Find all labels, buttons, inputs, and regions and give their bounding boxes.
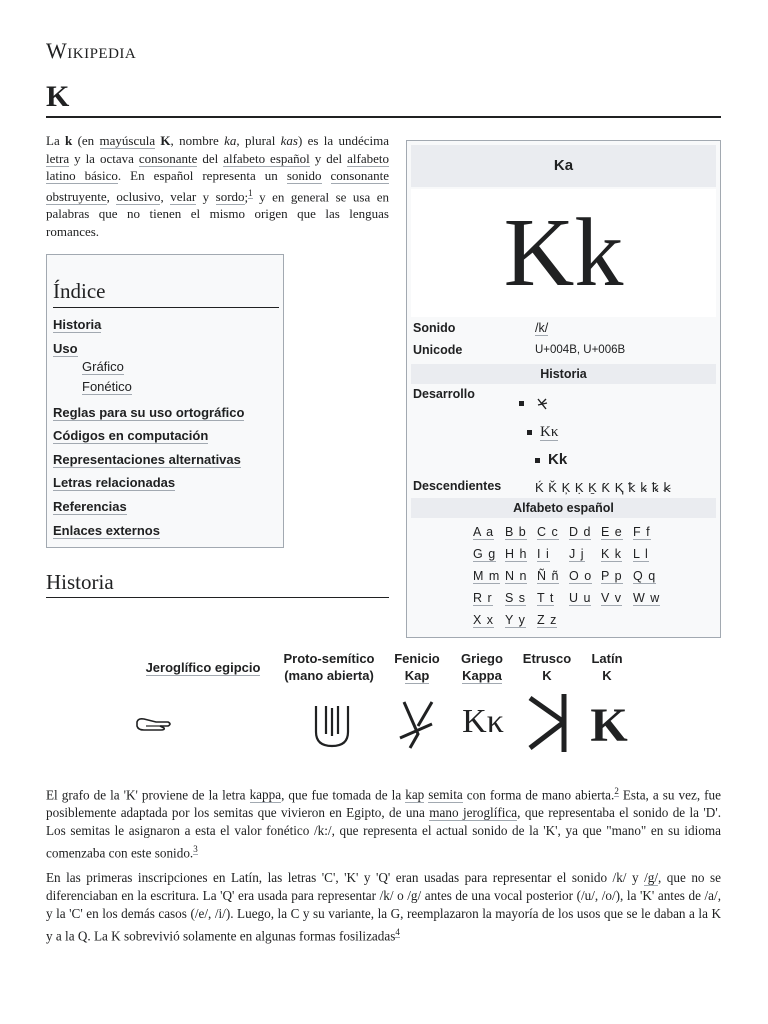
ref-4[interactable]: 4 <box>395 927 400 937</box>
alfabeto-letter[interactable]: M m <box>473 569 501 583</box>
desarrollo-item-latin: Kk <box>535 451 567 468</box>
alfabeto-letter[interactable]: P p <box>601 569 623 583</box>
etruscan-k-glyph-icon <box>524 690 574 756</box>
link-consonante-obstruyente[interactable]: consonante obstruyente <box>46 168 390 204</box>
historia-paragraph-2: En las primeras inscripciones en Latín, las letras 'C', 'K' y 'Q' eran usadas para representar el sonido /k/ y /g/, que no se diferenciaban en la escritura. La 'Q' era usada para representar /k/ o /g/ antes de una vocal posterior (/u/, /o/), la 'K' antes de /a/, y la 'C' en los demás casos (/e/, /i/). Luego, la C y su variante, la G, reemplazaron la mayoría de los usos que se le daban a la K y a la Q. La K sobrevivió solamente en algunas formas fosilizadas$^4$ <box>46 870 722 944</box>
link-kappa[interactable]: kappa <box>249 787 282 803</box>
evo-head-latin: Latín K <box>591 651 623 683</box>
descendientes-label: Descendientes <box>413 479 502 493</box>
infobox-caption: Ka <box>411 145 716 187</box>
unicode-value: U+004B, U+006B <box>535 344 626 356</box>
evo-head-etrusco: Etrusco K <box>522 651 572 683</box>
sonido-value[interactable]: /k/ <box>535 321 549 335</box>
title-divider <box>46 116 721 118</box>
infobox <box>406 140 721 638</box>
alfabeto-letter[interactable]: D d <box>569 525 592 539</box>
alfabeto-letter[interactable]: I i <box>537 547 550 561</box>
toc-subitem-grafico[interactable]: Gráfico <box>82 359 124 374</box>
link-g[interactable]: /g/ <box>644 870 658 885</box>
toc-item-representaciones[interactable]: Representaciones alternativas <box>53 452 241 467</box>
evo-head-fenicio: Fenicio Kap <box>394 651 440 683</box>
table-of-contents <box>46 254 284 548</box>
alfabeto-letter[interactable]: Ñ ñ <box>537 569 560 583</box>
evo-head-jeroglifico: Jeroglífico egipcio <box>145 660 261 675</box>
sonido-label: Sonido <box>413 321 456 335</box>
link-oclusivo[interactable]: oclusivo <box>116 188 161 204</box>
toc-item-uso[interactable]: Uso <box>53 341 78 356</box>
link-alfabeto-espanol[interactable]: alfabeto español <box>223 150 310 166</box>
toc-item-enlaces[interactable]: Enlaces externos <box>53 523 160 538</box>
alfabeto-letter[interactable]: S s <box>505 591 527 605</box>
link-velar[interactable]: velar <box>170 188 197 204</box>
historia-band: Historia <box>411 364 716 384</box>
toc-item-letras-relacionadas[interactable]: Letras relacionadas <box>53 475 176 490</box>
link-letra[interactable]: letra <box>46 150 70 166</box>
alfabeto-letter[interactable]: J j <box>569 547 585 561</box>
egyptian-hand-glyph-icon <box>134 712 174 738</box>
toc-item-referencias[interactable]: Referencias <box>53 499 127 514</box>
alfabeto-letter[interactable]: B b <box>505 525 527 539</box>
infobox-glyph-panel <box>411 189 716 317</box>
alfabeto-letter[interactable]: X x <box>473 613 495 627</box>
alfabeto-letter[interactable]: A a <box>473 525 495 539</box>
alfabeto-letter[interactable]: E e <box>601 525 623 539</box>
alfabeto-band: Alfabeto español <box>411 498 716 518</box>
link-sonido[interactable]: sonido <box>286 168 322 183</box>
toc-title: Índice <box>53 279 106 303</box>
ref-1[interactable]: 1 <box>248 187 253 198</box>
phoenician-kap-glyph-icon <box>396 698 436 750</box>
wikipedia-wordmark[interactable]: Wikipedia <box>46 38 137 63</box>
link-alfabeto-latino[interactable]: alfabeto latino básico <box>46 150 389 183</box>
link-kap[interactable]: kap <box>405 787 425 803</box>
toc-subitem-fonetico[interactable]: Fonético <box>82 379 132 394</box>
phoenician-kap-icon <box>536 397 548 411</box>
section-heading-historia: Historia <box>46 570 114 594</box>
toc-item-reglas[interactable]: Reglas para su uso ortográfico <box>53 405 245 420</box>
link-semita[interactable]: semita <box>428 787 463 803</box>
alfabeto-letter[interactable]: U u <box>569 591 592 605</box>
historia-paragraph-1: El grafo de la 'K' proviene de la letra kappa, que fue tomada de la kap semita con forma de mano abierta.$^2$ Esta, a su vez, fue posiblemente adaptada por los semitas que vivieron en Egipto, de una mano jeroglífica, que representaba el sonido de la 'D'. Los semitas le asignaron a esta el valor fonético /k:/, que representa el actual sonido de la 'K', ya que "mano" en su idioma comenzaba con este sonido.$^3$ <box>46 786 721 861</box>
evo-head-protosemitico: Proto-semítico (mano abierta) <box>283 651 375 683</box>
alfabeto-letter[interactable]: V v <box>601 591 623 605</box>
desarrollo-item-griego: Kκ <box>527 424 558 441</box>
alfabeto-letter[interactable]: O o <box>569 569 593 583</box>
evo-head-griego: Griego Kappa <box>461 651 503 683</box>
intro-paragraph: La k (en mayúscula K, nombre ka, plural kas) es la undécima letra y la octava consonante del alfabeto español y del alfabeto latino básico. En español representa un sonido consonante obstruyente, oclusivo, velar y sordo;$^1$ y en general se usa en palabras que no tienen el mismo origen que las lenguas romances. <box>46 133 390 239</box>
alfabeto-letter[interactable]: K k <box>601 547 623 561</box>
alfabeto-letter[interactable]: W w <box>633 591 661 605</box>
alfabeto-letter[interactable]: N n <box>505 569 528 583</box>
descendientes-list[interactable]: Ḱ Ǩ Ķ Ḳ Ḵ Ƙ Ⱪ ꝁ ꝃ ꝅ ꞣ <box>535 480 672 495</box>
alfabeto-letter[interactable]: F f <box>633 525 651 539</box>
toc-divider <box>53 307 279 308</box>
toc-item-historia[interactable]: Historia <box>53 317 102 332</box>
alfabeto-letter[interactable]: L l <box>633 547 649 561</box>
greek-kappa-glyph: Kκ <box>462 703 504 740</box>
link-mayuscula[interactable]: mayúscula <box>99 133 156 148</box>
alfabeto-letter[interactable]: H h <box>505 547 528 561</box>
unicode-label: Unicode <box>413 343 463 357</box>
section-divider <box>46 597 389 598</box>
link-sordo[interactable]: sordo <box>215 188 245 204</box>
desarrollo-item-fenicio <box>519 395 548 411</box>
link-consonante[interactable]: consonante <box>138 150 198 166</box>
infobox-glyph: Kk <box>503 199 624 307</box>
ref-3[interactable]: 3 <box>193 844 198 855</box>
alfabeto-letter[interactable]: R r <box>473 591 493 605</box>
desarrollo-label: Desarrollo <box>413 387 475 401</box>
alfabeto-letter[interactable]: Y y <box>505 613 526 627</box>
page-title: K <box>46 80 70 113</box>
alfabeto-letter[interactable]: T t <box>537 591 555 605</box>
latin-k-glyph: K <box>590 699 628 752</box>
alfabeto-letter[interactable]: Z z <box>537 613 558 627</box>
alfabeto-letter[interactable]: C c <box>537 525 559 539</box>
alfabeto-letter[interactable]: Q q <box>633 569 657 583</box>
ref-2[interactable]: 2 <box>614 786 619 796</box>
protosemitic-hand-glyph-icon <box>310 702 354 750</box>
alfabeto-letter[interactable]: G g <box>473 547 497 561</box>
link-mano-jeroglifica[interactable]: mano jeroglífica <box>429 805 518 821</box>
toc-item-codigos[interactable]: Códigos en computación <box>53 428 209 443</box>
